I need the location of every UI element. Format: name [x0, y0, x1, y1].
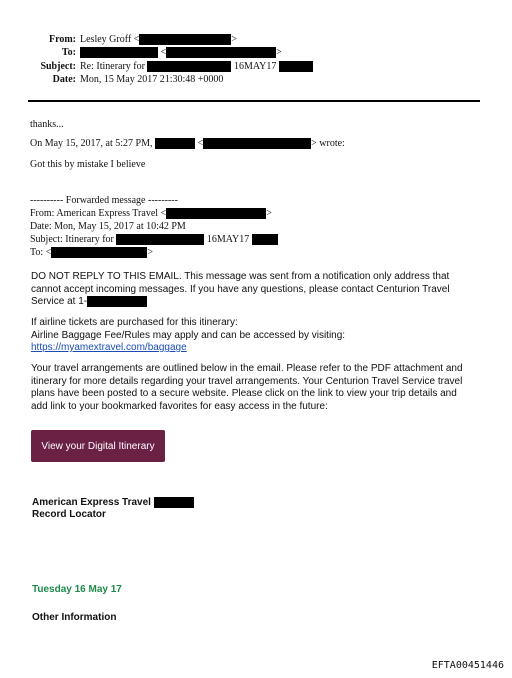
redaction	[154, 497, 194, 508]
airline-paragraph	[31, 317, 345, 355]
notice-line: cannot accept incoming messages. If you have any questions, please contact Centurion Travel	[31, 283, 450, 295]
view-itinerary-button[interactable]: View your Digital Itinerary	[31, 430, 165, 462]
subject-date: 16MAY17	[233, 61, 277, 72]
redaction	[80, 47, 158, 58]
forwarded-to-close: >	[147, 247, 153, 258]
notice-paragraph	[31, 271, 450, 309]
forwarded-from-close: >	[266, 208, 272, 219]
redaction	[87, 296, 147, 307]
baggage-link[interactable]: https://myamextravel.com/baggage	[31, 342, 187, 353]
to-label: To:	[61, 47, 76, 58]
date-label: Date:	[52, 74, 76, 85]
to-open: <	[160, 47, 167, 58]
subject-label: Subject:	[40, 61, 76, 72]
document-id: EFTA00451446	[431, 660, 504, 671]
notice-line	[31, 296, 450, 309]
date-value: Mon, 15 May 2017 21:30:48 +0000	[80, 74, 224, 85]
arrangements-paragraph	[31, 363, 463, 413]
forwarded-to	[30, 246, 278, 259]
forwarded-to-text: To: <	[30, 247, 52, 258]
arrangements-line: plans have been posted to a secure website. Please click on the link to view your trip details and	[31, 388, 457, 399]
forwarded-subject	[30, 233, 278, 246]
from-label: From:	[48, 34, 76, 45]
redaction	[203, 138, 311, 149]
redaction	[279, 61, 313, 72]
forwarded-from	[30, 207, 278, 220]
arrangements-line: add link to your bookmarked favorites for easy access in the future:	[31, 400, 328, 412]
redaction	[116, 234, 204, 245]
record-locator-block	[32, 497, 194, 521]
redaction	[139, 34, 231, 45]
thanks-text: thanks...	[30, 119, 64, 130]
quote-wrote: > wrote:	[311, 138, 345, 149]
forwarded-subject-date: 16MAY17	[206, 234, 250, 245]
header-divider	[28, 100, 480, 102]
redaction	[252, 234, 278, 245]
record-locator-label: Record Locator	[32, 509, 106, 521]
from-value: Lesley Groff <	[80, 34, 140, 45]
arrangements-line: itinerary for more details regarding your travel arrangements. Your Centurion Travel Service travel	[31, 375, 463, 387]
redaction	[166, 208, 266, 219]
forwarded-subject-text: Subject: Itinerary for	[30, 234, 114, 245]
airline-line: Airline Baggage Fee/Rules may apply and can be accessed by visiting:	[31, 329, 346, 341]
notice-line: DO NOT REPLY TO THIS EMAIL. This message was sent from a notification only address that	[31, 271, 450, 282]
airline-line: If airline tickets are purchased for this itinerary:	[31, 317, 238, 328]
to-close: >	[276, 47, 282, 58]
itinerary-date-heading: Tuesday 16 May 17	[32, 584, 122, 595]
forwarded-from-text: From: American Express Travel <	[30, 208, 167, 219]
arrangements-line: Your travel arrangements are outlined below in the email. Please refer to the PDF attachment and	[31, 363, 463, 374]
quote-header	[30, 137, 345, 150]
redaction	[51, 247, 147, 258]
quote-text: Got this by mistake I believe	[30, 159, 146, 170]
other-information-heading: Other Information	[32, 612, 117, 623]
quote-open: <	[197, 138, 204, 149]
notice-phone: Service at 1-	[31, 296, 88, 308]
quote-prefix: On May 15, 2017, at 5:27 PM,	[30, 138, 153, 149]
redaction	[155, 138, 195, 149]
forwarded-date: Date: Mon, May 15, 2017 at 10:42 PM	[30, 221, 186, 232]
record-title: American Express Travel	[32, 497, 151, 509]
forwarded-block	[30, 194, 278, 259]
subject-value: Re: Itinerary for	[80, 61, 145, 72]
from-close: >	[231, 34, 237, 45]
forwarded-line: ---------- Forwarded message ---------	[30, 195, 178, 206]
redaction	[147, 61, 231, 72]
redaction	[166, 47, 276, 58]
